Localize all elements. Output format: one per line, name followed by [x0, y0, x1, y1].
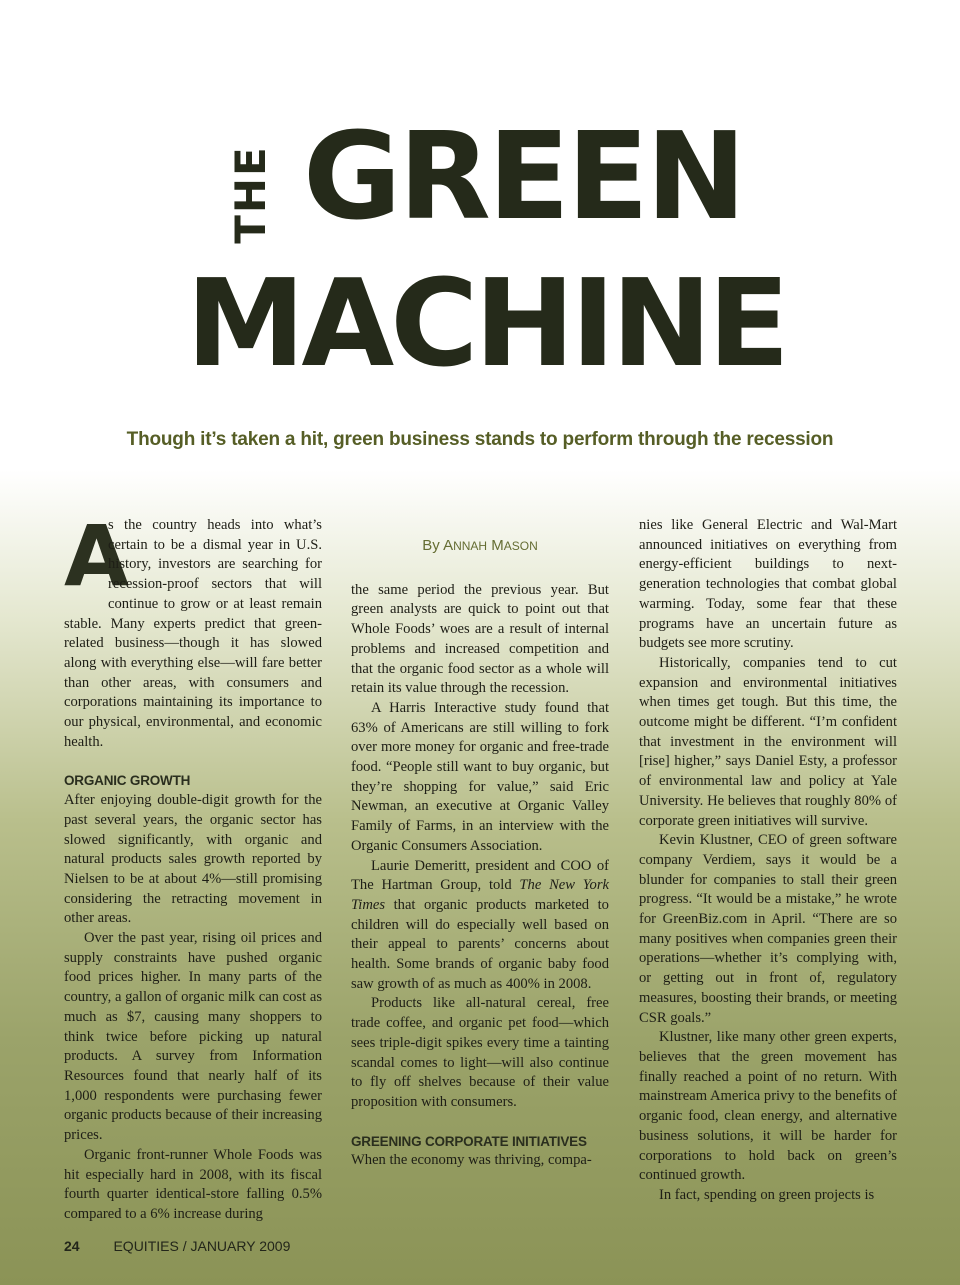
article-column-2 [351, 516, 609, 1171]
title-green: GREEN [303, 108, 744, 247]
subhead-organic-growth: ORGANIC GROWTH [64, 773, 191, 789]
byline-prefix: By [422, 537, 440, 554]
paragraph: Products like all-natural cereal, free trade coffee, and organic pet food—which sees triple-digit spikes every time a tainting scandal comes to light—will also continue to fly off shelves because of their value proposition with consumers. [351, 995, 609, 1110]
paragraph: When the economy was thriving, compa- [351, 1152, 592, 1169]
paragraph: Historically, companies tend to cut expansion and environmental initiatives when times get tough. But this time, the outcome might be different. “I’m confident that investment in the environment will [rise] higher,” says Daniel Esty, a professor of environmental law and policy at Yale University. He believes that roughly 80% of corporate green initiatives will survive. [639, 654, 897, 829]
byline-last-rest: ASON [503, 539, 538, 553]
title-the [226, 140, 274, 248]
paragraph: A Harris Interactive study found that 63% of Americans are still willing to fork over more money for organic and free-trade food. “People still want to buy organic, but they’re shopping for value,” said Eric Newman, an executive at Organic Valley Family of Farms, in an interview with the Organic Consumers Association. [351, 699, 609, 854]
paragraph: Over the past year, rising oil prices and supply constraints have pushed organic food prices higher. In many parts of the country, a gallon of organic milk can cost as much as $7, causing many shoppers to think twice before picking up natural products. A survey from Information Resources found that nearly half of its 1,000 respondents were purchasing fewer organic products because of their increasing prices. [64, 930, 322, 1144]
paragraph: Klustner, like many other green experts, believes that the green movement has finally reached a point of no return. With mainstream America privy to the benefits of organic food, clean energy, and alternative business solutions, it will be harder for corporations to hold back on green’s continued growth. [639, 1029, 897, 1184]
article-subtitle: Though it’s taken a hit, green business stands to perform through the recession [126, 429, 834, 450]
paragraph: After enjoying double-digit growth for the past several years, the organic sector has slowed significantly, with organic and natural products sales growth reported by Nielsen to be at about 4%—still promising considering the retracting movement in other areas. [64, 792, 322, 927]
publication-info: EQUITIES / JANUARY 2009 [113, 1238, 291, 1254]
paragraph: the same period the previous year. But green analysts are quick to point out that Whole Foods’ woes are a result of internal problems and increased competition and that the organic food sector as a whole will retain its value through the recession. [351, 581, 609, 697]
byline-last-initial: M [491, 537, 504, 554]
byline-first-initial: A [443, 537, 454, 554]
paragraph-text: Laurie Demeritt, president and COO of The Hartman Group, told [351, 857, 609, 894]
paragraph [351, 857, 609, 995]
paragraph: In fact, spending on green projects is [659, 1186, 875, 1203]
article-column-3 [639, 516, 897, 1206]
paragraph-text: that organic products marketed to children will do especially well based on their appeal to parents’ concerns about health. Some brands of organic baby food saw growth of as much as 400% in 2008. [351, 896, 609, 992]
subhead-greening-corporate: GREENING CORPORATE INITIATIVES [351, 1133, 587, 1149]
title-machine: MACHINE [186, 255, 786, 394]
article-column-1 [64, 507, 322, 1225]
page-footer [64, 1238, 290, 1254]
publication-name: The New York Times [351, 877, 609, 913]
byline [351, 536, 609, 557]
page-number: 24 [64, 1238, 80, 1254]
byline-first-rest: NNAH [453, 539, 488, 553]
paragraph: Kevin Klustner, CEO of green software company Verdiem, says it would be a blunder for companies to stall their green progress. “It would be a mistake,” he wrote for GreenBiz.com in April. “There are so many positives when companies green their operations—whether it’s complying with, or getting out in front of, regulatory measures, boosting their brands, or meeting CSR goals.” [639, 832, 897, 1026]
title-the-text: THE [225, 144, 275, 244]
drop-cap: A [64, 507, 130, 605]
paragraph: Organic front-runner Whole Foods was hit especially hard in 2008, with its fiscal fourth quarter identical-store falling 0.5% compared to a 6% increase during [64, 1146, 322, 1222]
paragraph: nies like General Electric and Wal-Mart announced initiatives on everything from energy-efficient buildings to next-generation technologies that combat global warming. Today, some fear that these programs have an uncertain future as budgets see more scrutiny. [639, 517, 897, 652]
paragraph: s the country heads into what’s certain to be a dismal year in U.S. history, investors are searching for recession-proof sectors that will continue to grow or at least remain stable. Many experts predict that green-related business—though it has slowed along with everything else—will fare better than other areas, with consumers and corporations maintaining its importance to our physical, environmental, and economic health. [64, 517, 322, 750]
